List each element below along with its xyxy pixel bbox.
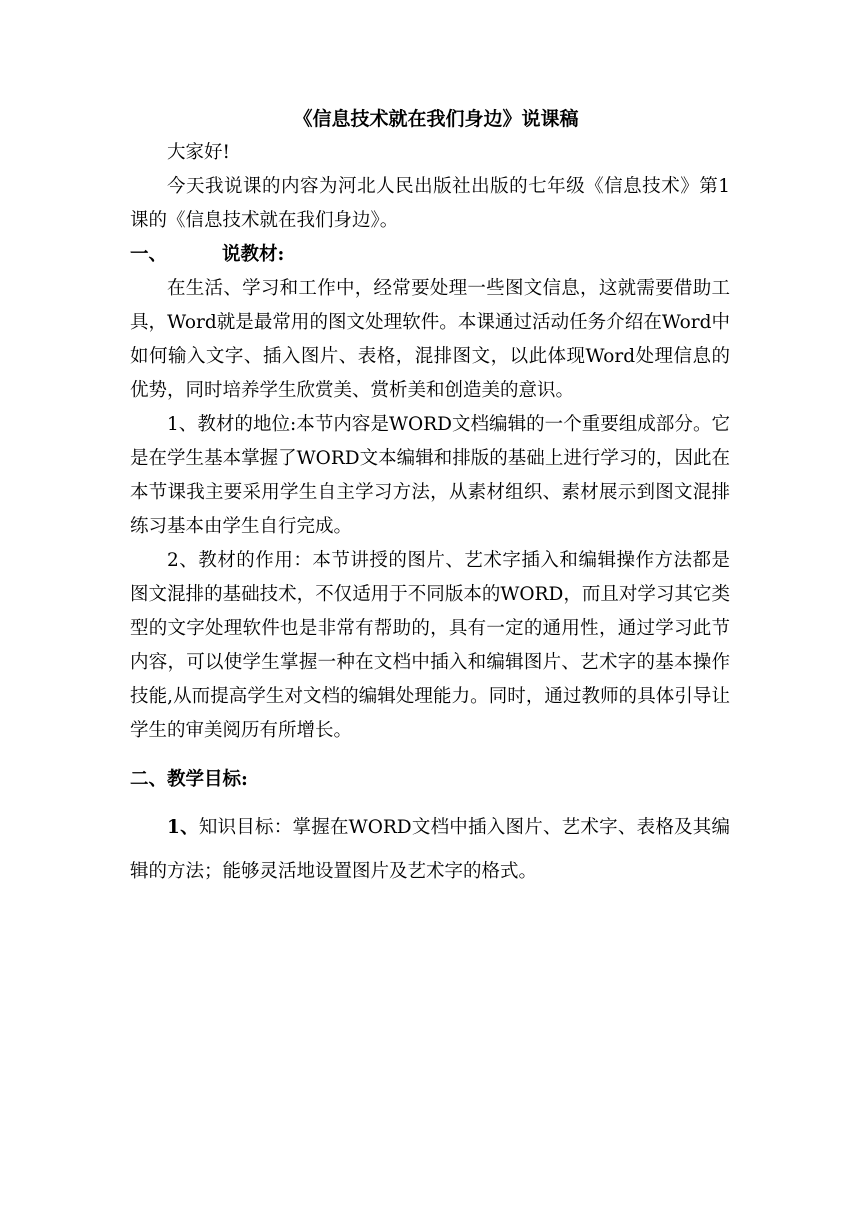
section-one-paragraph-1: 在生活、学习和工作中，经常要处理一些图文信息，这就需要借助工具，Word就是最常用的图文处理软件。本课通过活动任务介绍在Word中如何输入文字、插入图片、表格，混排图文，以此体现Word处理信息的优势，同时培养学生欣赏美、赏析美和创造美的意识。 bbox=[130, 278, 730, 401]
section-one-paragraph-3: 2、教材的作用：本节讲授的图片、艺术字插入和编辑操作方法都是图文混排的基础技术，不仅适用于不同版本的WORD，而且对学习其它类型的文字处理软件也是非常有帮助的，具有一定的通用性，通过学习此节内容，可以使学生掌握一种在文档中插入和编辑图片、艺术字的基本操作技能,从而提高学生对文档的编辑处理能力。同时，通过教师的具体引导让学生的审美阅历有所增长。 bbox=[130, 550, 730, 741]
section-one-heading bbox=[130, 238, 730, 272]
objective-1-text: 知识目标：掌握在WORD文档中插入图片、艺术字、表格及其编辑的方法；能够灵活地设置图片及艺术字的格式。 bbox=[130, 817, 731, 882]
objective-1-number: 1、 bbox=[167, 817, 199, 838]
document-title: 《信息技术就在我们身边》说课稿 bbox=[293, 108, 579, 130]
section-one-number: 一、 bbox=[130, 244, 168, 265]
section-two-heading: 二、教学目标: bbox=[130, 769, 248, 790]
section-one-paragraph-2: 1、教材的地位:本节内容是WORD文档编辑的一个重要组成部分。它是在学生基本掌握了WORD文本编辑和排版的基础上进行学习的，因此在本节课我主要采用学生自主学习方法，从素材组织、素材展示到图文混排练习基本由学生自行完成。 bbox=[130, 414, 730, 537]
objective-paragraph-1 bbox=[130, 806, 730, 894]
intro-paragraph: 今天我说课的内容为河北人民出版社出版的七年级《信息技术》第1课的《信息技术就在我们身边》。 bbox=[130, 176, 730, 231]
section-one-title: 说教材: bbox=[222, 244, 285, 265]
document-body bbox=[130, 102, 730, 894]
greeting-paragraph: 大家好! bbox=[167, 142, 230, 163]
